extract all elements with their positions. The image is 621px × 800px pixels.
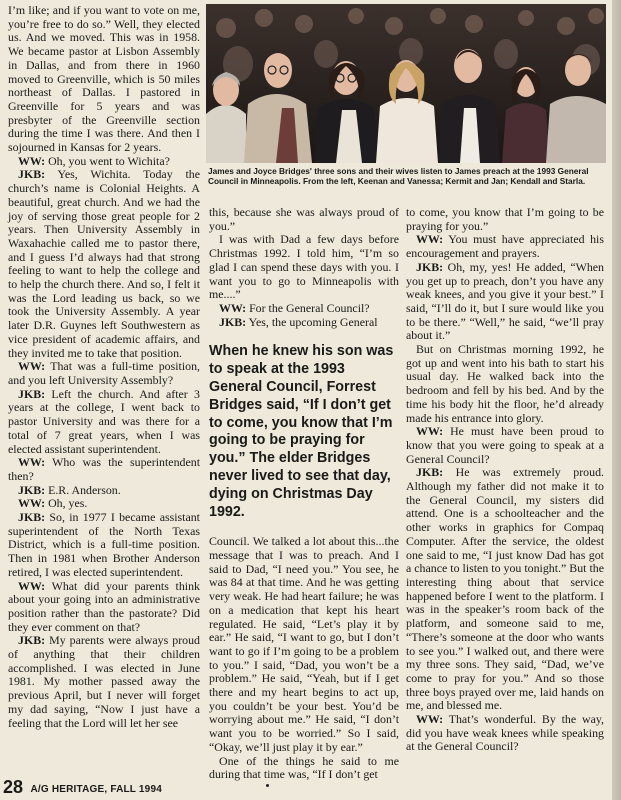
- column-2-bottom-dialogue: [209, 535, 399, 782]
- lead-paragraph: I’m like; and if you want to vote on me, you’re free to do so.” Well, they elected us. And we moved. This was in 1958. We became pastor at Lisbon Assembly in Dallas, and from there in 1960 moved to Greenville, which is 50 miles northeast of Dallas. I pastored in Greenville for 5 years and was presbyter of the Greenville section during the time I was there. And then I sojourned in Kansas for 2 years.: [8, 3, 200, 155]
- dialogue-paragraph: [406, 343, 604, 425]
- dialogue-paragraph: [8, 497, 200, 511]
- dialogue-text: Yes, Wichita. Today the church’s name is Colonial Heights. A beautiful, great church. And we had the joy of serving those great people for 2 years. Then University Assembly in Waxahachie called me to pastor there, and I guess I’d always had that strong feeling to want to help the college and to help the church there. And so, I felt it was the Lord leading us back, so we took the University Assembly. A year later D.R. Guynes left Southwestern as vice president of academic affairs, and they invited me to take that position.: [8, 167, 200, 360]
- dialogue-paragraph: [406, 713, 604, 754]
- speaker-label: WW:: [416, 232, 444, 247]
- dialogue-text: He must have been proud to know that you were going to speak at a General Council?: [406, 424, 604, 466]
- speaker-label: WW:: [18, 496, 46, 511]
- dialogue-text: That was a full-time position, and you left University Assembly?: [8, 359, 200, 387]
- dialogue-paragraph: [406, 261, 604, 343]
- speaker-label: WW:: [18, 455, 46, 470]
- dialogue-paragraph: [209, 535, 399, 754]
- page-number: 28: [3, 777, 24, 797]
- dialogue-text: So, in 1977 I became assistant superintendent of the North Texas District, which is a full-time position. Then in 1981 when Brother Anderson retired, I was elected superintendent.: [8, 510, 200, 579]
- dialogue-paragraph: [209, 755, 399, 782]
- speaker-label: WW:: [18, 359, 46, 374]
- dialogue-text: Left the church. And after 3 years at the college, I went back to pastor University and was there for a total of 7 great years, when I was elected assistant superintendent.: [8, 386, 200, 456]
- column-1: [8, 4, 200, 730]
- dialogue-text: to come, you know that I’m going to be praying for you.”: [406, 205, 604, 233]
- dialogue-paragraph: [406, 466, 604, 713]
- dialogue-paragraph: [8, 484, 200, 498]
- speaker-label: WW:: [416, 712, 444, 727]
- dialogue-paragraph: [406, 233, 604, 260]
- speaker-label: WW:: [18, 578, 46, 593]
- dialogue-paragraph: [8, 388, 200, 457]
- page-footer: [3, 777, 162, 798]
- dialogue-paragraph: [209, 233, 399, 302]
- speaker-label: JKB:: [18, 510, 46, 525]
- speaker-label: JKB:: [416, 465, 444, 480]
- speaker-label: JKB:: [18, 167, 46, 182]
- dialogue-text: For the General Council?: [246, 300, 370, 315]
- dialogue-paragraph: [8, 634, 200, 730]
- dialogue-text: Oh, my, yes! He added, “When you get up to preach, don’t you have any weak knees, and you give it your best.” I said, “I’ll do it, but I sure would like you to be there.” “Well,” he said, “we’ll pray about it.”: [406, 259, 604, 343]
- congregation-photo: [206, 4, 606, 163]
- dialogue-paragraph: [8, 155, 200, 169]
- column-2: [209, 206, 399, 782]
- speaker-label: JKB:: [219, 314, 247, 329]
- dialogue-text: Council. We talked a lot about this...the message that I was to preach. And I said to Dad, “I need you.” You see, he was 84 at that time. And he was getting very weak. He had heart failure; he was on a medication that kept his heart regulated. He said, “Let’s play it by ear.” He said, “I want to go, but I don’t want to go if I’m going to be a problem to you.” I said, “Dad, you won’t be a problem.” He said, “Yeah, but if I get there and my heart begins to act up, you couldn’t be your best. You’d be worrying about me.” He said, “I don’t want you to be worried.” So I said, “Okay, we’ll just play it by ear.”: [209, 534, 399, 754]
- speaker-label: WW:: [219, 300, 247, 315]
- dialogue-text: But on Christmas morning 1992, he got up and went into his bath to start his usual day. He walked back into the bedroom and fell by his bed. And by the time his body hit the floor, he’d already made his entrance into glory.: [406, 342, 604, 425]
- dialogue-text: He was extremely proud. Although my father did not make it to the General Council, my sisters did attend. One is a schoolteacher and the other works in graphics for Compaq Computer. After the service, the oldest one said to me, “I just know Dad has got a chance to listen to you tonight.” But the interesting thing about that service happened before I went to the platform. I was in the speaker’s room back of the platform, and someone said to me, “There’s someone at the door who wants to see you.” I walked out, and there were my three sons. They said, “Dad, we’ve come to pray for you.” And so those three boys prayed over me, laid hands on me, and blessed me.: [406, 465, 604, 713]
- speaker-label: JKB:: [18, 633, 46, 648]
- dialogue-text: Yes, the upcoming General: [246, 314, 378, 329]
- column-3-dialogue: [406, 206, 604, 754]
- photo-caption: James and Joyce Bridges' three sons and their wives listen to James preach at the 1993 General Council in Minneapolis. From the left, Keenan and Vanessa; Kermit and Jan; Kendall and Starla.: [208, 166, 589, 186]
- dialogue-text: Oh, yes.: [45, 496, 88, 511]
- page-edge: [612, 0, 621, 800]
- speaker-label: JKB:: [18, 386, 46, 401]
- dialogue-text: What did your parents think about your going into an administrative position rather than the pastorate? Did they ever comment on that?: [8, 578, 200, 634]
- dialogue-paragraph: [8, 580, 200, 635]
- dialogue-paragraph: [406, 206, 604, 233]
- speaker-label: JKB:: [18, 482, 46, 497]
- column-2-top-dialogue: [209, 206, 399, 329]
- continuation-dot: [266, 784, 269, 787]
- photo-illustration: [206, 4, 606, 163]
- dialogue-paragraph: [8, 511, 200, 580]
- dialogue-text: Oh, you went to Wichita?: [45, 153, 170, 168]
- dialogue-paragraph: [209, 316, 399, 330]
- speaker-label: WW:: [416, 424, 444, 439]
- dialogue-paragraph: [209, 206, 399, 233]
- column-3: [406, 206, 604, 754]
- dialogue-text: That’s wonderful. By the way, did you have weak knees while speaking at the General Council?: [406, 712, 604, 754]
- dialogue-paragraph: [8, 360, 200, 387]
- speaker-label: JKB:: [416, 259, 444, 274]
- dialogue-text: My parents were always proud of anything that their children accomplished. I was elected in June 1981. My mother passed away the previous April, but I never will forget my dad saying, “Now I just have a feeling that the Lord will let her see: [8, 633, 200, 730]
- dialogue-text: One of the things he said to me during that time was, “If I don’t get: [209, 753, 399, 782]
- dialogue-text: I was with Dad a few days before Christmas 1992. I told him, “I’m so glad I can spend these days with you. I want you to go to Minneapolis with me....”: [209, 232, 399, 302]
- journal-name: A/G HERITAGE, FALL 1994: [30, 784, 162, 795]
- dialogue-text: E.R. Anderson.: [45, 482, 121, 497]
- dialogue-paragraph: [406, 425, 604, 466]
- dialogue-paragraph: [8, 168, 200, 360]
- dialogue-text: You must have appreciated his encouragement and prayers.: [406, 232, 604, 261]
- dialogue-text: Who was the superintendent then?: [8, 455, 200, 483]
- dialogue-paragraph: [8, 456, 200, 483]
- column-1-dialogue: [8, 155, 200, 731]
- pull-quote: When he knew his son was to speak at the 1993 General Council, Forrest Bridges said, “If I don’t get to come, you know that I’m going to be praying for you.” The elder Bridges never lived to see that day, dying on Christmas Day 1992.: [209, 343, 394, 520]
- dialogue-paragraph: [209, 302, 399, 316]
- photo-block: [206, 4, 606, 194]
- speaker-label: WW:: [18, 153, 46, 168]
- dialogue-text: this, because she was always proud of you.”: [209, 205, 399, 233]
